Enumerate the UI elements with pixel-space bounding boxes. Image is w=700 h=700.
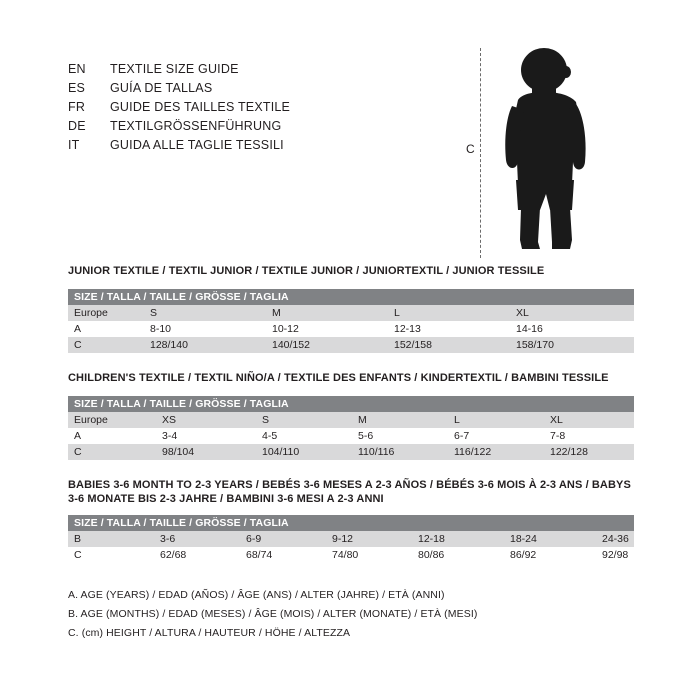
cell: 110/116 — [352, 444, 448, 460]
cell: 152/158 — [388, 337, 510, 353]
table-row — [68, 337, 634, 353]
cell: 12-18 — [412, 531, 504, 547]
table-row — [68, 428, 634, 444]
table-row — [68, 412, 634, 428]
row-label: Europe — [68, 412, 156, 428]
cell: XS — [156, 412, 256, 428]
legend-item-height: C. (cm) HEIGHT / ALTURA / HAUTEUR / HÖHE / ALTEZZA — [68, 627, 351, 639]
language-code: IT — [68, 138, 80, 152]
language-code: ES — [68, 81, 86, 95]
children-size-table — [68, 396, 634, 460]
language-title: GUIDA ALLE TAGLIE TESSILI — [110, 138, 284, 152]
cell: 140/152 — [266, 337, 388, 353]
cell: S — [256, 412, 352, 428]
cell: 128/140 — [144, 337, 266, 353]
language-code: EN — [68, 62, 86, 76]
table-row — [68, 444, 634, 460]
row-label: C — [68, 337, 144, 353]
size-header-label: SIZE / TALLA / TAILLE / GRÖSSE / TAGLIA — [68, 289, 634, 305]
cell: 80/86 — [412, 547, 504, 563]
row-label: C — [68, 444, 156, 460]
section-title-children: CHILDREN'S TEXTILE / TEXTIL NIÑO/A / TEXTILE DES ENFANTS / KINDERTEXTIL / BAMBINI TESSILE — [68, 372, 609, 384]
row-label: A — [68, 321, 144, 337]
measurement-figure — [454, 40, 654, 260]
table-row — [68, 531, 634, 547]
cell: 18-24 — [504, 531, 596, 547]
table-row — [68, 305, 634, 321]
cell: 122/128 — [544, 444, 634, 460]
language-code: FR — [68, 100, 86, 114]
babies-size-table — [68, 515, 634, 563]
child-silhouette-icon — [488, 44, 608, 254]
section-title-junior: JUNIOR TEXTILE / TEXTIL JUNIOR / TEXTILE JUNIOR / JUNIORTEXTIL / JUNIOR TESSILE — [68, 265, 545, 277]
language-title: TEXTILE SIZE GUIDE — [110, 62, 239, 76]
cell: 4-5 — [256, 428, 352, 444]
language-title-block — [68, 62, 448, 157]
cell: L — [448, 412, 544, 428]
row-label: B — [68, 531, 154, 547]
cell: 3-4 — [156, 428, 256, 444]
cell: XL — [544, 412, 634, 428]
cell: 68/74 — [240, 547, 326, 563]
cell: M — [352, 412, 448, 428]
cell: 86/92 — [504, 547, 596, 563]
row-label: Europe — [68, 305, 144, 321]
cell: 6-9 — [240, 531, 326, 547]
cell: 92/98 — [596, 547, 634, 563]
legend-block — [68, 586, 477, 643]
language-row — [68, 119, 448, 138]
language-code: DE — [68, 119, 86, 133]
language-title: GUIDE DES TAILLES TEXTILE — [110, 100, 291, 114]
cell: 3-6 — [154, 531, 240, 547]
table-header-row — [68, 289, 634, 305]
legend-item-age-years: A. AGE (YEARS) / EDAD (AÑOS) / ÂGE (ANS) / ALTER (JAHRE) / ETÀ (ANNI) — [68, 589, 445, 601]
language-row — [68, 62, 448, 81]
table-header-row — [68, 396, 634, 412]
language-title: GUÍA DE TALLAS — [110, 81, 213, 95]
cell: XL — [510, 305, 634, 321]
height-measure-label: C — [466, 142, 475, 156]
section-title-babies: BABIES 3-6 MONTH TO 2-3 YEARS / BEBÉS 3-6 MESES A 2-3 AÑOS / BÉBÉS 3-6 MOIS À 2-3 ANS / BABYS 3-6 MONATE BIS 2-3 JAHRE / BAMBINI 3-6 MESI A 2-3 ANNI — [68, 479, 631, 505]
size-header-label: SIZE / TALLA / TAILLE / GRÖSSE / TAGLIA — [68, 515, 634, 531]
cell: 116/122 — [448, 444, 544, 460]
cell: 7-8 — [544, 428, 634, 444]
legend-item-age-months: B. AGE (MONTHS) / EDAD (MESES) / ÂGE (MOIS) / ALTER (MONATE) / ETÀ (MESI) — [68, 608, 478, 620]
language-row — [68, 81, 448, 100]
junior-size-table — [68, 289, 634, 353]
table-row — [68, 547, 634, 563]
row-label: A — [68, 428, 156, 444]
cell: 24-36 — [596, 531, 634, 547]
cell: 74/80 — [326, 547, 412, 563]
language-row — [68, 138, 448, 157]
language-title: TEXTILGRÖSSENFÜHRUNG — [110, 119, 282, 133]
cell: 12-13 — [388, 321, 510, 337]
cell: S — [144, 305, 266, 321]
cell: 98/104 — [156, 444, 256, 460]
size-header-label: SIZE / TALLA / TAILLE / GRÖSSE / TAGLIA — [68, 396, 634, 412]
cell: 104/110 — [256, 444, 352, 460]
cell: M — [266, 305, 388, 321]
cell: 14-16 — [510, 321, 634, 337]
cell: 62/68 — [154, 547, 240, 563]
row-label: C — [68, 547, 154, 563]
cell: 5-6 — [352, 428, 448, 444]
language-row — [68, 100, 448, 119]
cell: 8-10 — [144, 321, 266, 337]
cell: 10-12 — [266, 321, 388, 337]
cell: 9-12 — [326, 531, 412, 547]
cell: 6-7 — [448, 428, 544, 444]
table-header-row — [68, 515, 634, 531]
cell: L — [388, 305, 510, 321]
height-dashed-line — [480, 48, 481, 258]
table-row — [68, 321, 634, 337]
cell: 158/170 — [510, 337, 634, 353]
